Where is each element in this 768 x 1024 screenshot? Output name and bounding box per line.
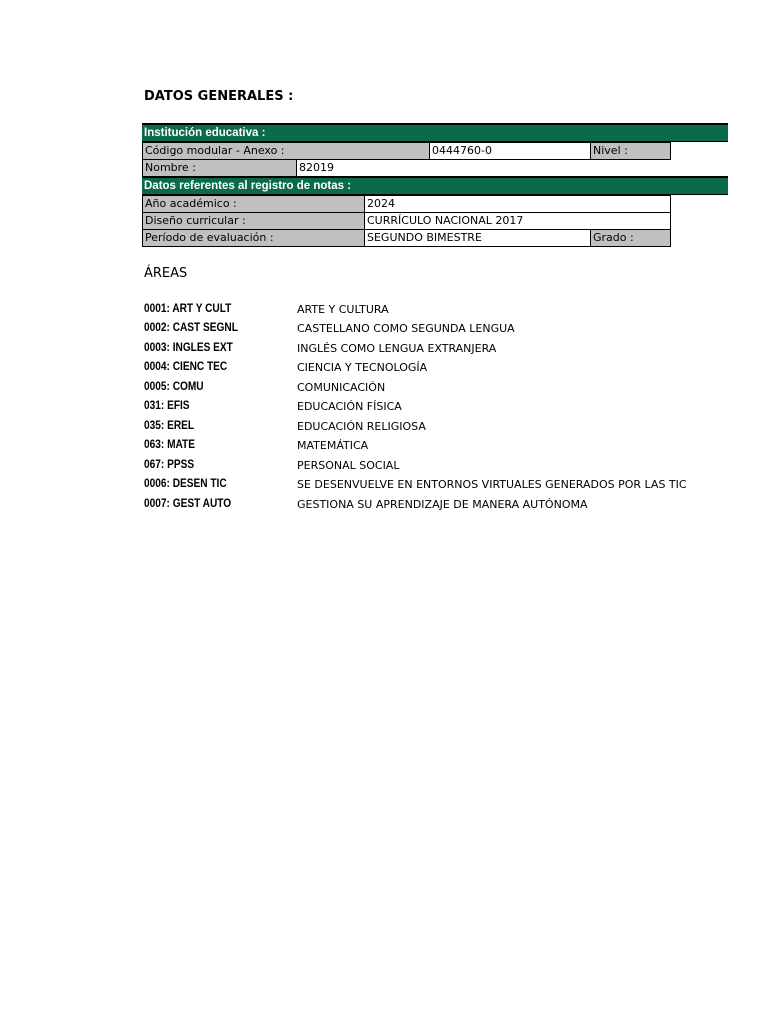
institucion-band [142, 123, 728, 142]
area-code: 067: PPSS [144, 458, 195, 471]
institucion-table [142, 142, 671, 177]
page-title: DATOS GENERALES : [144, 89, 294, 104]
grado-label: Grado : [591, 230, 671, 247]
area-name: GESTIONA SU APRENDIZAJE DE MANERA AUTÓNOMA [297, 497, 588, 511]
table-row [143, 213, 671, 230]
institucion-band-label: Institución educativa : [144, 127, 266, 139]
area-name: CIENCIA Y TECNOLOGÍA [297, 361, 428, 375]
area-code: 063: MATE [144, 439, 195, 452]
area-name: EDUCACIÓN FÍSICA [297, 400, 402, 414]
anio-academico-value[interactable]: 2024 [365, 196, 671, 213]
area-name: EDUCACIÓN RELIGIOSA [297, 419, 426, 433]
area-code: 0007: GEST AUTO [144, 497, 232, 510]
area-name: PERSONAL SOCIAL [297, 458, 400, 472]
area-name: SE DESENVUELVE EN ENTORNOS VIRTUALES GENERADOS POR LAS TIC [297, 478, 687, 492]
registro-table [142, 195, 671, 247]
area-name: CASTELLANO COMO SEGUNDA LENGUA [297, 322, 515, 336]
area-name: INGLÉS COMO LENGUA EXTRANJERA [297, 341, 497, 355]
nombre-label: Nombre : [143, 160, 297, 177]
anio-academico-label: Año académico : [143, 196, 365, 213]
registro-band [142, 176, 728, 195]
area-code: 035: EREL [144, 419, 195, 432]
diseno-curricular-label: Diseño curricular : [143, 213, 365, 230]
area-code: 0006: DESEN TIC [144, 478, 227, 491]
area-code: 0002: CAST SEGNL [144, 322, 238, 335]
registro-band-label: Datos referentes al registro de notas : [144, 180, 352, 192]
area-name: COMUNICACIÓN [297, 380, 386, 394]
codigo-modular-label: Código modular - Anexo : [143, 143, 430, 160]
table-row [143, 230, 671, 247]
periodo-evaluacion-label: Período de evaluación : [143, 230, 365, 247]
table-row [143, 160, 671, 177]
area-code: 0004: CIENC TEC [144, 361, 228, 374]
nombre-value[interactable]: 82019 [297, 160, 671, 177]
area-code: 0005: COMU [144, 380, 204, 393]
area-name: ARTE Y CULTURA [297, 303, 389, 316]
table-row [143, 143, 671, 160]
area-name: MATEMÁTICA [297, 439, 369, 453]
area-code: 031: EFIS [144, 400, 190, 413]
codigo-modular-value[interactable]: 0444760-0 [430, 143, 591, 160]
table-row [143, 196, 671, 213]
nivel-label: Nivel : [591, 143, 671, 160]
area-code: 0003: INGLES EXT [144, 341, 233, 354]
diseno-curricular-value[interactable]: CURRÍCULO NACIONAL 2017 [365, 213, 671, 230]
areas-title: ÁREAS [144, 266, 188, 281]
periodo-evaluacion-value[interactable]: SEGUNDO BIMESTRE [365, 230, 591, 247]
area-code: 0001: ART Y CULT [144, 303, 232, 315]
